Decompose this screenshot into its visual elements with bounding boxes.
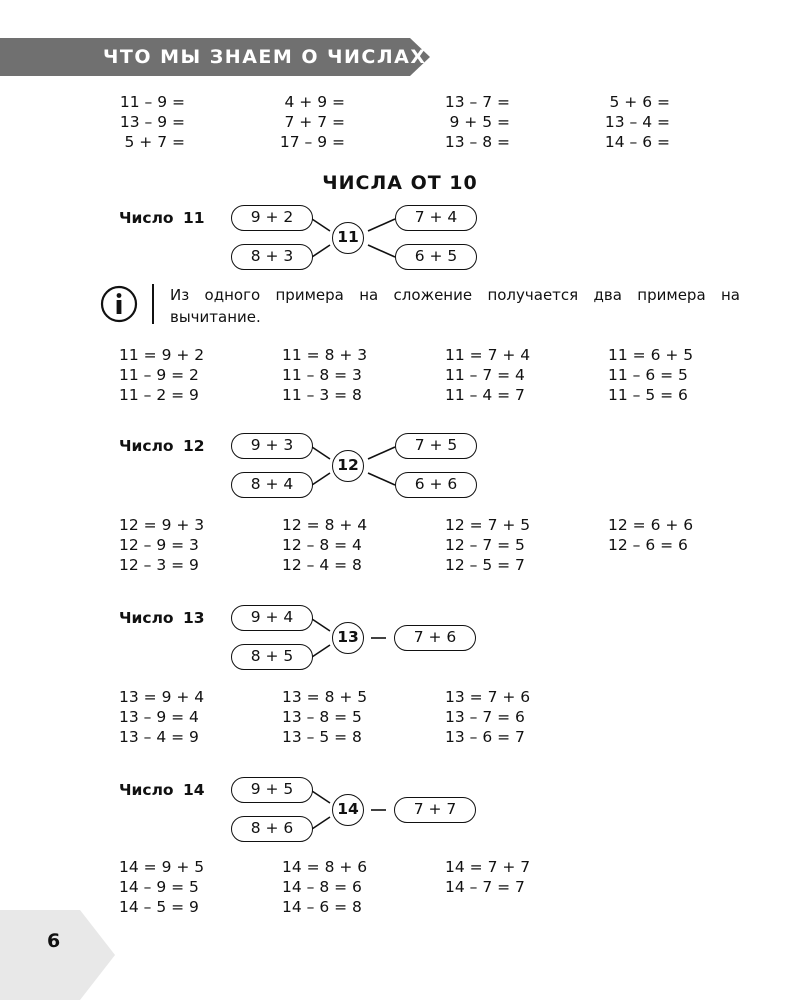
equation: 14 = 9 + 5: [119, 858, 205, 876]
page-number: 6: [47, 930, 61, 952]
equation: 13 = 9 + 4: [119, 688, 205, 706]
exercise: 13 – 4 =: [604, 113, 670, 131]
equation: 14 = 8 + 6: [282, 858, 368, 876]
header-title: ЧТО МЫ ЗНАЕМ О ЧИСЛАХ: [103, 46, 427, 68]
equation: 13 – 8 = 5: [282, 708, 362, 726]
equation: 13 – 5 = 8: [282, 728, 362, 746]
number-label-13: Число 13: [119, 609, 205, 627]
equation: 11 – 4 = 7: [445, 386, 525, 404]
equation: 13 – 9 = 4: [119, 708, 199, 726]
diagram-12: [228, 431, 478, 501]
equation: 13 = 7 + 6: [445, 688, 531, 706]
equation: 12 – 4 = 8: [282, 556, 362, 574]
number-circle: 11: [332, 222, 364, 254]
equation: 14 – 6 = 8: [282, 898, 362, 916]
exercise: 14 – 6 =: [604, 133, 670, 151]
equation: 11 = 8 + 3: [282, 346, 368, 364]
equation: 11 – 6 = 5: [608, 366, 688, 384]
exercise: 17 – 9 =: [279, 133, 345, 151]
number-circle: 12: [332, 450, 364, 482]
exercise: 13 – 8 =: [444, 133, 510, 151]
equation: 12 – 8 = 4: [282, 536, 362, 554]
section-title: ЧИСЛА ОТ 10: [322, 172, 478, 194]
equation: 11 = 7 + 4: [445, 346, 531, 364]
equation: 11 = 6 + 5: [608, 346, 694, 364]
exercise: 9 + 5 =: [449, 113, 510, 131]
exercise: 4 + 9 =: [284, 93, 345, 111]
equation: 14 – 8 = 6: [282, 878, 362, 896]
page-tab-shape: [0, 910, 120, 1000]
exercise: 13 – 9 =: [119, 113, 185, 131]
info-icon: [100, 284, 140, 324]
equation-row: [0, 707, 800, 727]
equation-row: [0, 897, 800, 917]
number-circle: 13: [332, 622, 364, 654]
info-text: Из одного примера на сложение получается два примера на вычитание.: [170, 286, 740, 326]
diagram-11: [228, 203, 478, 273]
equation: 12 – 7 = 5: [445, 536, 525, 554]
exercise-row: [0, 112, 800, 132]
equation: 12 = 6 + 6: [608, 516, 694, 534]
equation: 14 = 7 + 7: [445, 858, 531, 876]
sum-pill: 9 + 4: [231, 605, 313, 631]
sum-pill: 8 + 3: [231, 244, 313, 270]
equation: 13 – 4 = 9: [119, 728, 199, 746]
sum-pill: 8 + 5: [231, 644, 313, 670]
sum-pill: 7 + 5: [395, 433, 477, 459]
equation: 11 = 9 + 2: [119, 346, 205, 364]
equation-row: [0, 877, 800, 897]
equation: 12 = 9 + 3: [119, 516, 205, 534]
exercise: 13 – 7 =: [444, 93, 510, 111]
equation-row: [0, 345, 800, 365]
header-banner: [0, 38, 430, 76]
equation-row: [0, 555, 800, 575]
equation: 12 = 8 + 4: [282, 516, 368, 534]
equation: 11 – 3 = 8: [282, 386, 362, 404]
sum-pill: 7 + 7: [394, 797, 476, 823]
number-label-12: Число 12: [119, 437, 205, 455]
equation: 11 – 9 = 2: [119, 366, 199, 384]
info-divider: [152, 284, 154, 324]
equation: 12 – 9 = 3: [119, 536, 199, 554]
equation: 11 – 2 = 9: [119, 386, 199, 404]
equation-row: [0, 385, 800, 405]
equation: 12 – 5 = 7: [445, 556, 525, 574]
diagram-13: [228, 603, 478, 673]
equation: 11 – 7 = 4: [445, 366, 525, 384]
equation: 13 – 7 = 6: [445, 708, 525, 726]
exercise: 5 + 7 =: [124, 133, 185, 151]
sum-pill: 8 + 4: [231, 472, 313, 498]
sum-pill: 9 + 3: [231, 433, 313, 459]
equation: 14 – 5 = 9: [119, 898, 199, 916]
sum-pill: 8 + 6: [231, 816, 313, 842]
equation-row: [0, 365, 800, 385]
equation: 12 = 7 + 5: [445, 516, 531, 534]
equation-row: [0, 687, 800, 707]
page-number-tab: [0, 910, 120, 1004]
sum-pill: 6 + 6: [395, 472, 477, 498]
equation: 14 – 7 = 7: [445, 878, 525, 896]
equation: 13 – 6 = 7: [445, 728, 525, 746]
exercise-row: [0, 132, 800, 152]
sum-pill: 9 + 2: [231, 205, 313, 231]
diagram-14: [228, 775, 478, 845]
sum-pill: 7 + 6: [394, 625, 476, 651]
exercise: 11 – 9 =: [119, 93, 185, 111]
equation-row: [0, 535, 800, 555]
equation: 11 – 8 = 3: [282, 366, 362, 384]
equation: 12 – 6 = 6: [608, 536, 688, 554]
sum-pill: 6 + 5: [395, 244, 477, 270]
sum-pill: 7 + 4: [395, 205, 477, 231]
number-label-14: Число 14: [119, 781, 205, 799]
equation-row: [0, 857, 800, 877]
equation-row: [0, 727, 800, 747]
exercise: 5 + 6 =: [609, 93, 670, 111]
equation-row: [0, 515, 800, 535]
exercise: 7 + 7 =: [284, 113, 345, 131]
number-label-11: Число 11: [119, 209, 205, 227]
equation: 12 – 3 = 9: [119, 556, 199, 574]
equation: 14 – 9 = 5: [119, 878, 199, 896]
sum-pill: 9 + 5: [231, 777, 313, 803]
exercise-row: [0, 92, 800, 112]
equation: 11 – 5 = 6: [608, 386, 688, 404]
equation: 13 = 8 + 5: [282, 688, 368, 706]
number-circle: 14: [332, 794, 364, 826]
